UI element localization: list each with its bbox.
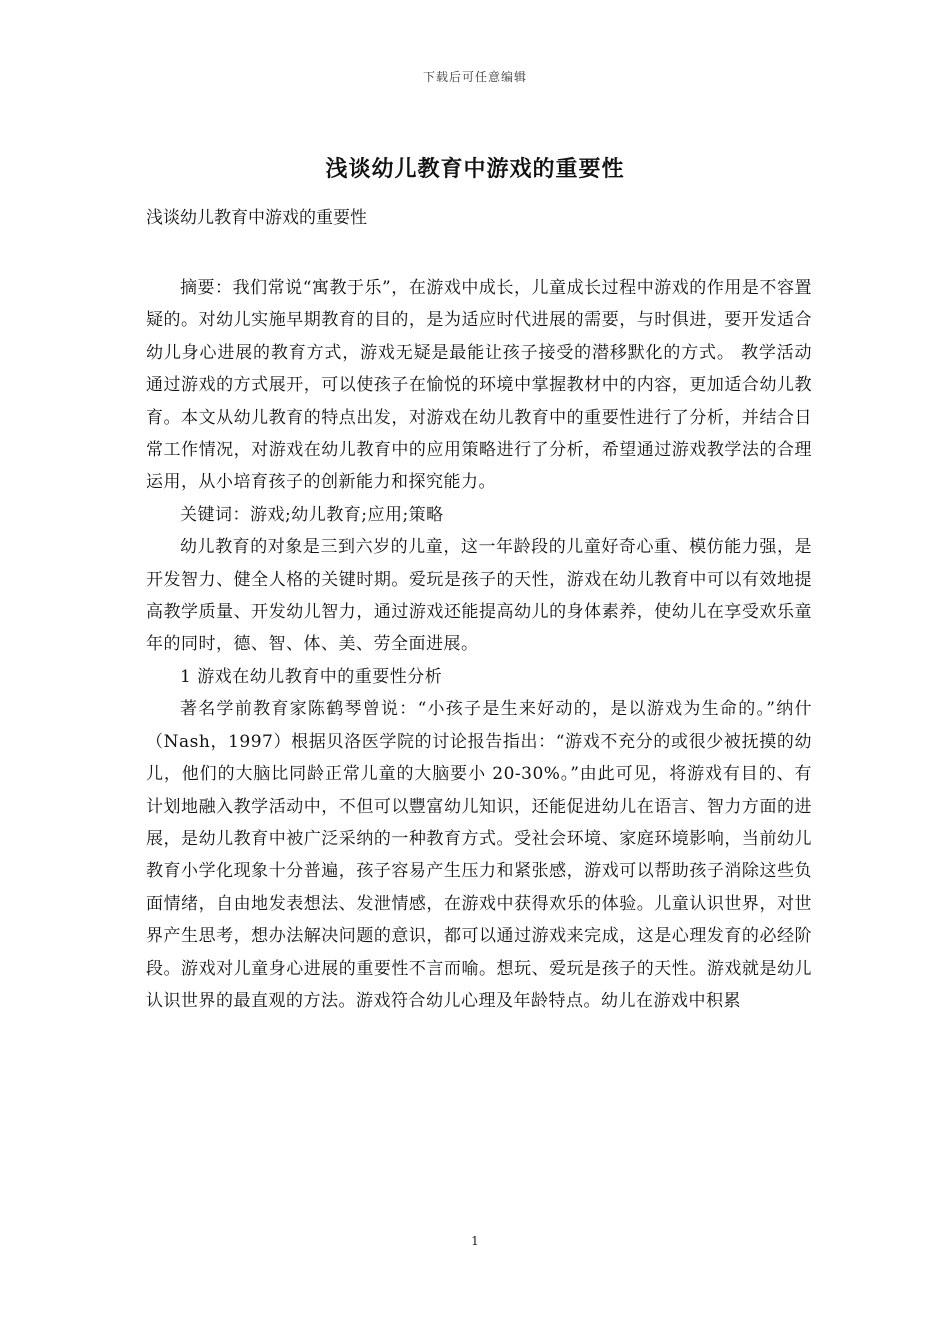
abstract-paragraph: 摘要：我们常说“寓教于乐”，在游戏中成长，儿童成长过程中游戏的作用是不容置疑的。对幼儿实施早期教育的目的，是为适应时代进展的需要，与时俱进，要开发适合幼儿身心进展的教育方式，游戏无疑是最能让孩子接受的潜移默化的方式。 教学活动通过游戏的方式展开，可以使孩子在愉悦的环境中掌握教材中的内容，更加适合幼儿教育。本文从幼儿教育的特点出发，对游戏在幼儿教育中的重要性进行了分析，并结合日常工作情况，对游戏在幼儿教育中的应用策略进行了分析，希望通过游戏教学法的合理运用，从小培育孩子的创新能力和探究能力。 (146, 278, 812, 493)
page-number: 1 (471, 1234, 479, 1248)
document-title: 浅谈幼儿教育中游戏的重要性 (325, 157, 625, 182)
header-note: 下载后可任意编辑 (422, 70, 527, 84)
document-body (146, 272, 812, 1017)
document-subtitle: 浅谈幼儿教育中游戏的重要性 (146, 208, 367, 228)
section-heading: 1 游戏在幼儿教育中的重要性分析 (180, 666, 443, 687)
intro-paragraph: 幼儿教育的对象是三到六岁的儿童，这一年龄段的儿童好奇心重、模仿能力强，是开发智力、健全人格的关键时期。爱玩是孩子的天性，游戏在幼儿教育中可以有效地提高教学质量、开发幼儿智力，通过游戏还能提高幼儿的身体素养，使幼儿在享受欢乐童年的同时，德、智、体、美、劳全面进展。 (146, 537, 812, 655)
section-paragraph: 著名学前教育家陈鹤琴曾说：“小孩子是生来好动的，是以游戏为生命的。”纳什（Nash，1997）根据贝洛医学院的讨论报告指出：“游戏不充分的或很少被抚摸的幼儿，他们的大脑比同龄正常儿童的大脑要小 20-30%。”由此可见，将游戏有目的、有计划地融入教学活动中，不但可以豐富幼儿知识，还能促进幼儿在语言、智力方面的进展，是幼儿教育中被广泛采纳的一种教育方式。受社会环境、家庭环境影响，当前幼儿教育小学化现象十分普遍，孩子容易产生压力和紧张感，游戏可以帮助孩子消除这些负面情绪，自由地发表想法、发泄情感，在游戏中获得欢乐的体验。儿童认识世界，对世界产生思考，想办法解决问题的意识，都可以通过游戏来完成，这是心理发育的必经阶段。游戏对儿童身心进展的重要性不言而喻。想玩、爱玩是孩子的天性。游戏就是幼儿认识世界的最直观的方法。游戏符合幼儿心理及年龄特点。幼儿在游戏中积累 (146, 699, 812, 1011)
keywords-paragraph: 关键词：游戏;幼儿教育;应用;策略 (180, 504, 444, 525)
